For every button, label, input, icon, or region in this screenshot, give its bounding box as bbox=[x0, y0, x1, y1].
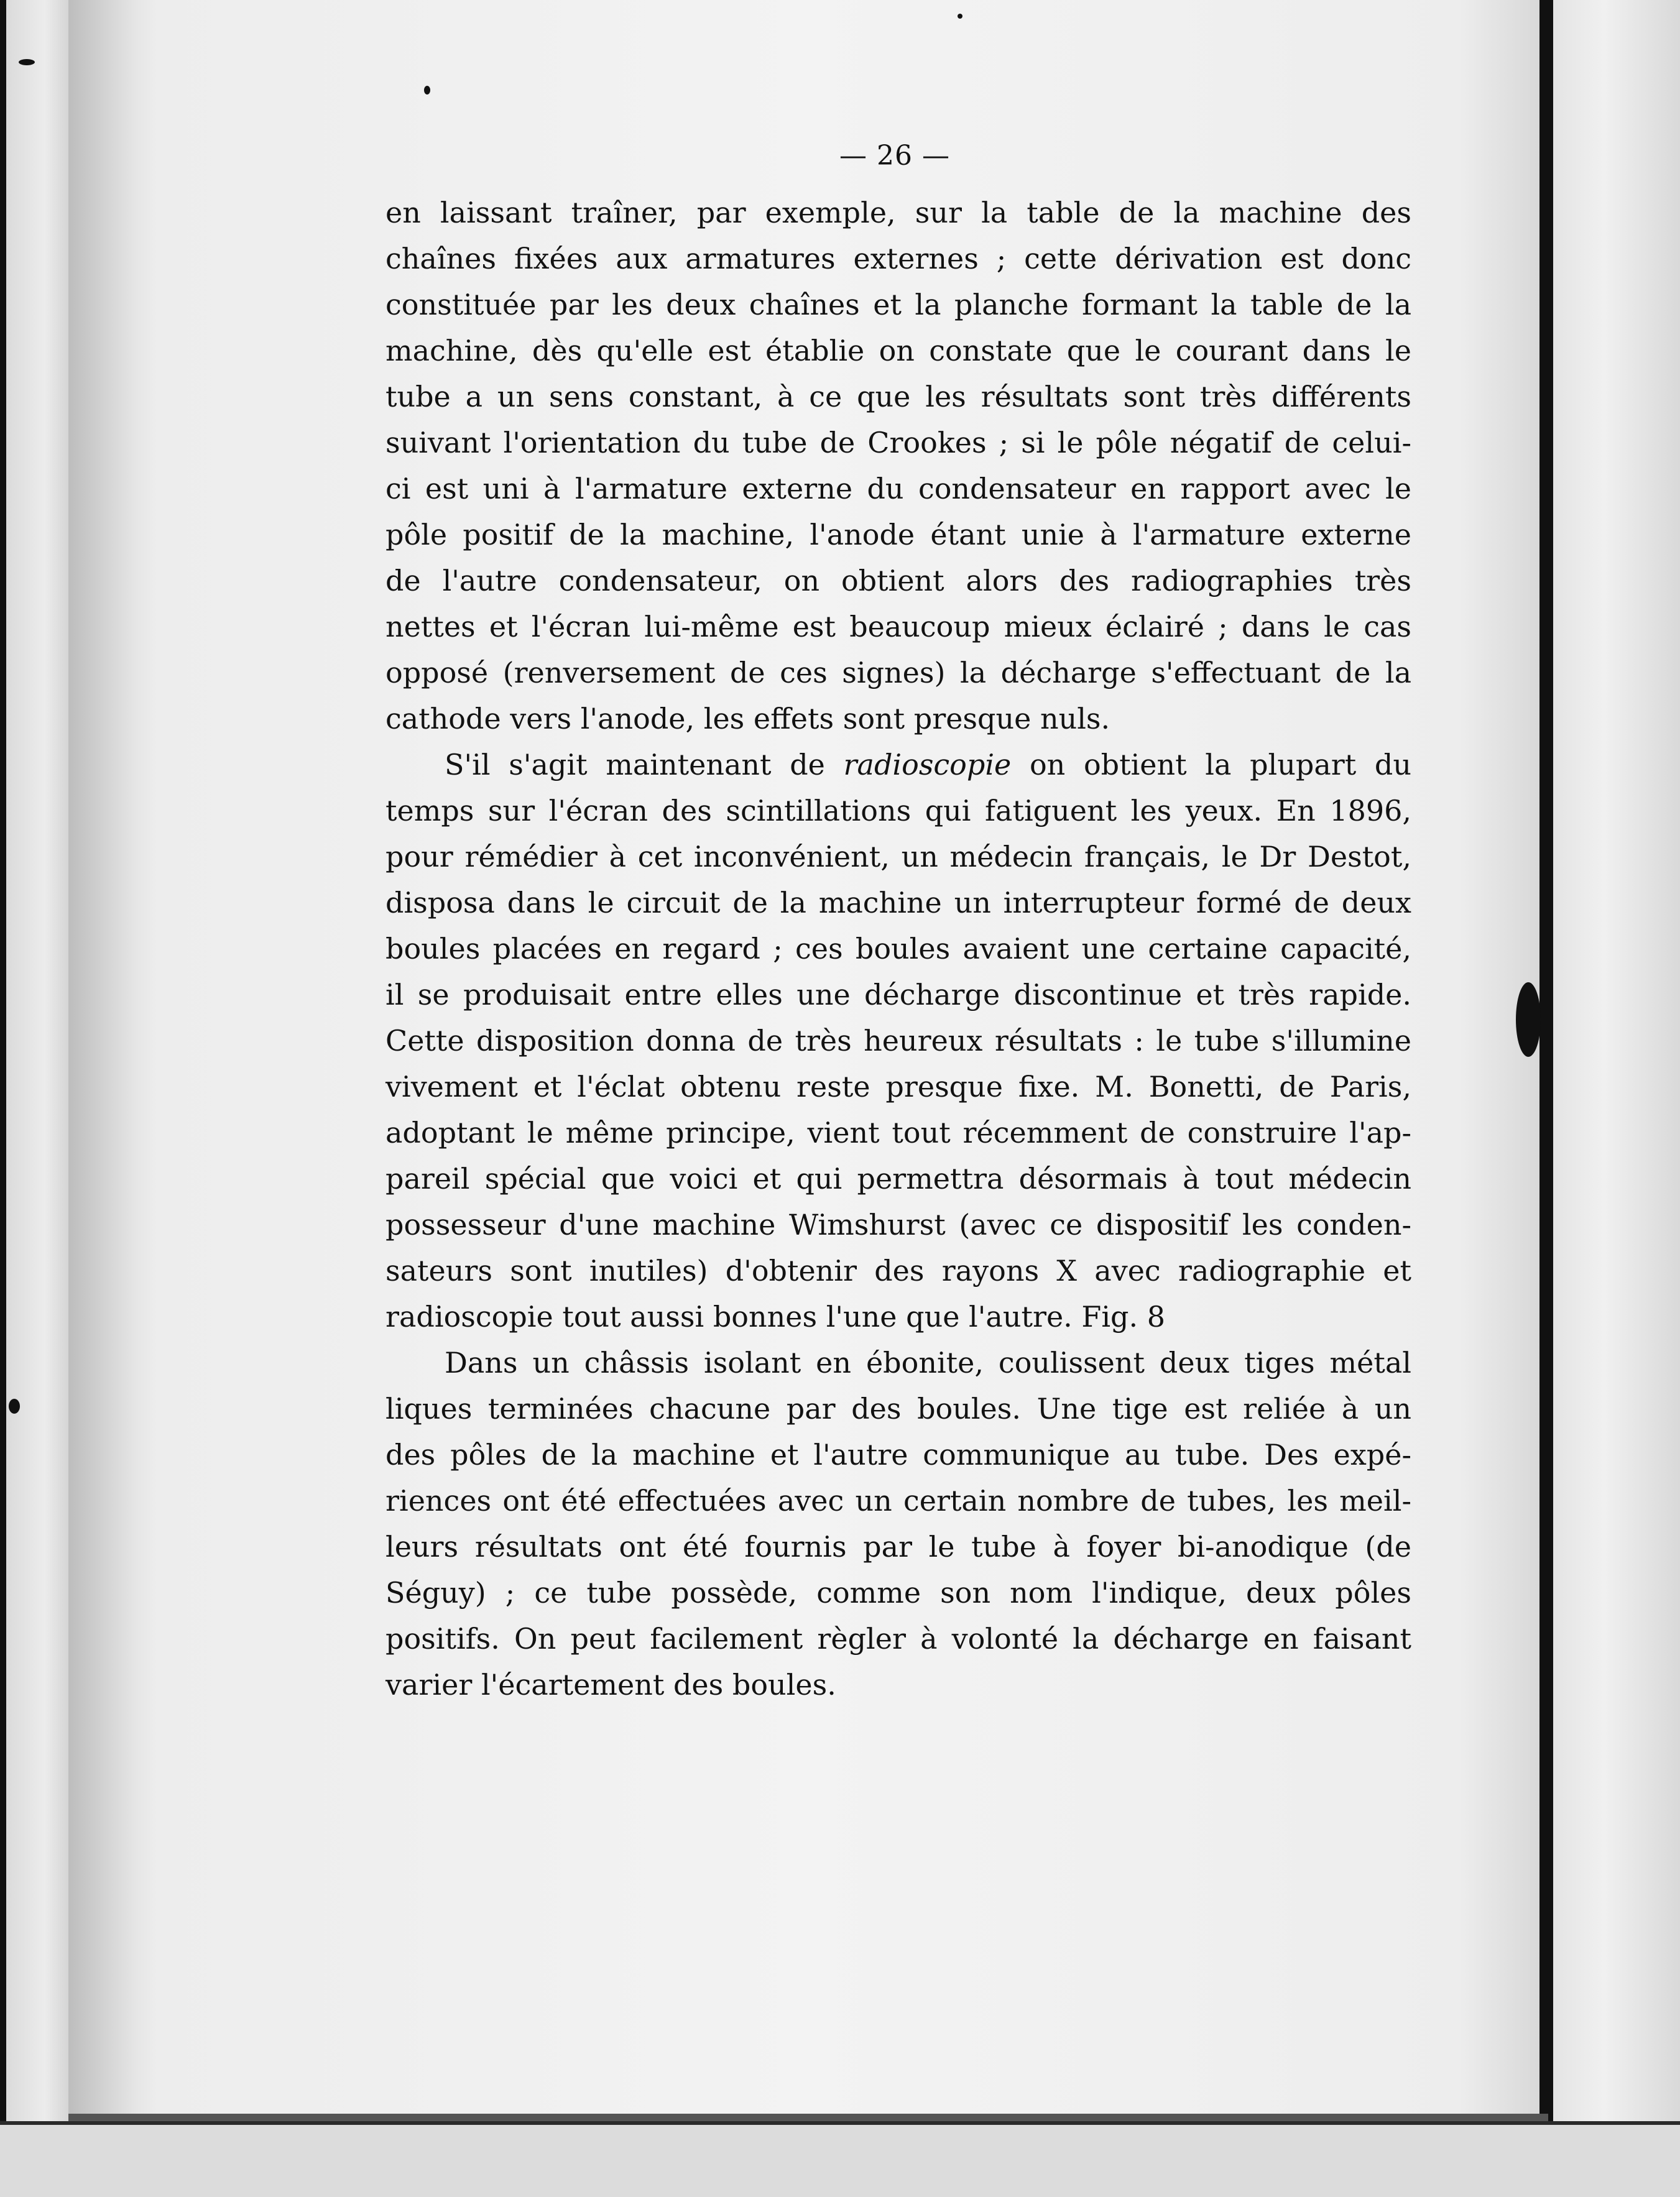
text-line: pôle positif de la machine, l'anode étant unie à l'armature externe bbox=[385, 518, 1411, 551]
text-line: des pôles de la machine et l'autre communique au tube. Des expé- bbox=[385, 1438, 1411, 1472]
text-run: S'il s'agit maintenant de bbox=[445, 748, 844, 781]
text-line-first bbox=[385, 742, 1411, 788]
text-line: leurs résultats ont été fournis par le tube à foyer bi-anodique (de bbox=[385, 1530, 1411, 1564]
binding-mark bbox=[1516, 982, 1541, 1057]
text-line: possesseur d'une machine Wimshurst (avec ce dispositif les conden- bbox=[385, 1208, 1411, 1241]
text-line: constituée par les deux chaînes et la planche formant la table de la bbox=[385, 288, 1411, 321]
text-line: chaînes fixées aux armatures externes ; cette dérivation est donc bbox=[385, 242, 1411, 275]
scan-speck bbox=[19, 59, 35, 65]
scan-right-margin bbox=[1552, 0, 1680, 2121]
text-line: radioscopie tout aussi bonnes l'une que l'autre. Fig. 8 bbox=[385, 1300, 1165, 1333]
scan-left-margin bbox=[0, 0, 75, 2193]
text-line: Dans un châssis isolant en ébonite, coulissent deux tiges métal bbox=[445, 1346, 1411, 1379]
text-line: temps sur l'écran des scintillations qui fatiguent les yeux. En 1896, bbox=[385, 794, 1411, 827]
page-number: — 26 — bbox=[839, 140, 950, 172]
scan-speck bbox=[958, 14, 962, 19]
text-line: sateurs sont inutiles) d'obtenir des rayons X avec radiographie et bbox=[385, 1254, 1411, 1287]
text-line: cathode vers l'anode, les effets sont presque nuls. bbox=[385, 702, 1110, 735]
text-line: boules placées en regard ; ces boules avaient une certaine capacité, bbox=[385, 932, 1411, 965]
text-line: riences ont été effectuées avec un certain nombre de tubes, les meil- bbox=[385, 1484, 1411, 1518]
page-spine-shadow bbox=[68, 0, 137, 2139]
body-text bbox=[385, 190, 1411, 1708]
paragraph-1 bbox=[385, 190, 1411, 742]
scan-bottom-margin bbox=[0, 2121, 1680, 2197]
text-line: suivant l'orientation du tube de Crookes ; si le pôle négatif de celui- bbox=[385, 426, 1411, 459]
text-line: disposa dans le circuit de la machine un interrupteur formé de deux bbox=[385, 886, 1411, 919]
text-line: opposé (renversement de ces signes) la décharge s'effectuant de la bbox=[385, 656, 1411, 689]
text-line: Séguy) ; ce tube possède, comme son nom l'indique, deux pôles bbox=[385, 1576, 1411, 1610]
text-line: adoptant le même principe, vient tout récemment de construire l'ap- bbox=[385, 1116, 1411, 1149]
emphasis-text: radioscopie bbox=[843, 748, 1012, 781]
text-line: en laissant traîner, par exemple, sur la table de la machine des bbox=[385, 196, 1411, 229]
page-bottom-edge bbox=[68, 2114, 1548, 2121]
text-run: on obtient la plupart du bbox=[1011, 748, 1411, 781]
scan-speck bbox=[9, 1399, 20, 1414]
page-right-edge bbox=[1539, 0, 1553, 2121]
text-line: tube a un sens constant, à ce que les résultats sont très différents bbox=[385, 380, 1411, 413]
scan-speck bbox=[424, 86, 430, 94]
paragraph-3 bbox=[385, 1340, 1411, 1708]
text-line: de l'autre condensateur, on obtient alors des radiographies très bbox=[385, 564, 1411, 597]
text-line: liques terminées chacune par des boules. Une tige est reliée à un bbox=[385, 1392, 1411, 1426]
text-line: varier l'écartement des boules. bbox=[385, 1668, 836, 1702]
text-line: nettes et l'écran lui-même est beaucoup mieux éclairé ; dans le cas bbox=[385, 610, 1411, 643]
text-line: il se produisait entre elles une décharge discontinue et très rapide. bbox=[385, 978, 1411, 1011]
text-line: pour rémédier à cet inconvénient, un médecin français, le Dr Destot, bbox=[385, 840, 1411, 873]
text-line: vivement et l'éclat obtenu reste presque fixe. M. Bonetti, de Paris, bbox=[385, 1070, 1411, 1103]
text-line: pareil spécial que voici et qui permettra désormais à tout médecin bbox=[385, 1162, 1411, 1195]
text-line: positifs. On peut facilement règler à volonté la décharge en faisant bbox=[385, 1622, 1411, 1656]
scan-left-border bbox=[0, 0, 6, 2193]
text-line: machine, dès qu'elle est établie on constate que le courant dans le bbox=[385, 334, 1411, 367]
text-line: Cette disposition donna de très heureux résultats : le tube s'illumine bbox=[385, 1024, 1411, 1057]
paragraph-2 bbox=[385, 742, 1411, 1340]
text-line: ci est uni à l'armature externe du condensateur en rapport avec le bbox=[385, 472, 1411, 505]
